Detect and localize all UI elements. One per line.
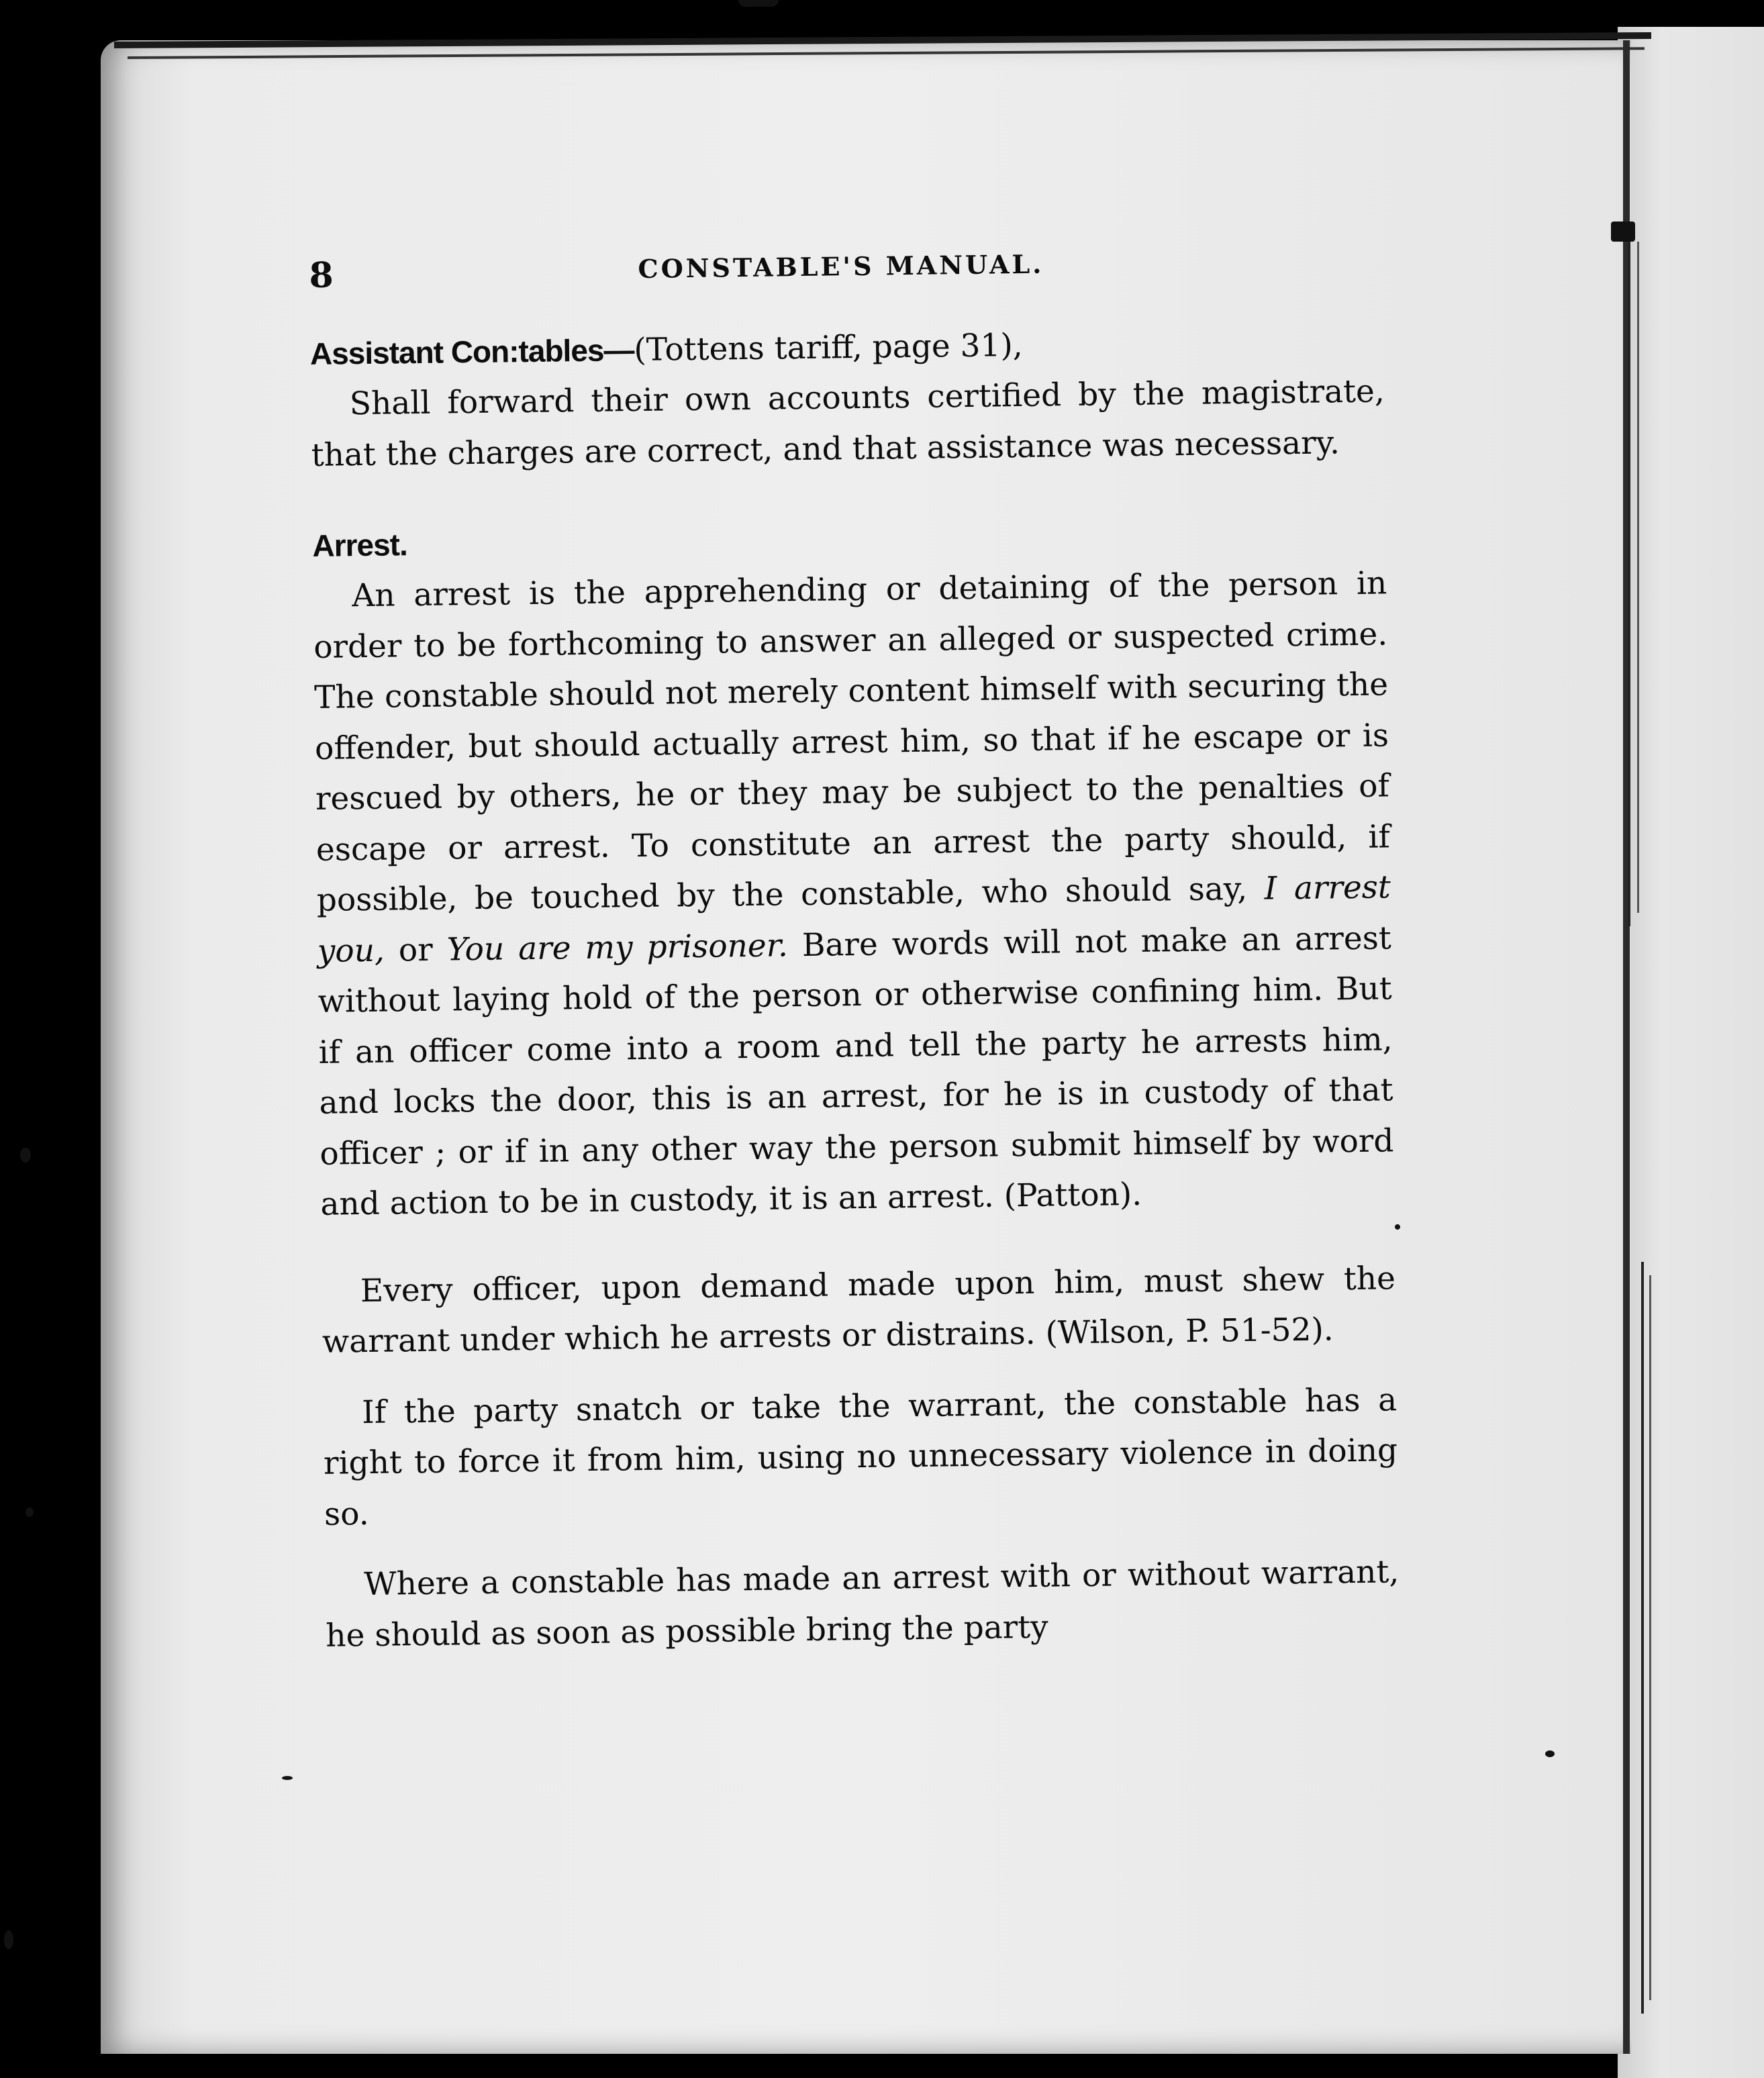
ink-speck	[1545, 1750, 1555, 1757]
ink-speck	[20, 1148, 31, 1162]
paragraph-text: or	[398, 931, 433, 969]
binding-thread	[1628, 228, 1630, 926]
paragraph: Shall forward their own accounts certified by the magistrate, that the charges are correct, and that assistance was necessary.	[311, 373, 1385, 474]
section-heading: Arrest.	[312, 527, 408, 563]
paragraph: If the party snatch or take the warrant, the constable has a right to force it from him, using no unnecessary violence in doing so.	[323, 1381, 1398, 1533]
quoted-phrase: I arrest you,	[317, 869, 1391, 970]
page-number: 8	[309, 254, 334, 296]
section-heading: Assistant Con:tables—	[309, 332, 634, 371]
paragraph-text: Bare words will not make an arrest without laying hold of the person or otherwise confining him. But if an officer come into a room and tell the party he arrests him, and locks the door, this is an arrest, for he is in custody of that officer ; or if in any other way the person submit himself by word and action to be in custody, it is an arrest. (Patton).	[317, 919, 1394, 1223]
ink-speck	[26, 1507, 34, 1517]
section-assistant-constables	[309, 315, 1385, 481]
binding-thread	[1649, 1275, 1651, 2000]
running-title: CONSTABLE'S MANUAL.	[638, 248, 1044, 285]
paragraph: Where a constable has made an arrest with or without warrant, he should as soon as possible bring the party	[325, 1553, 1400, 1654]
binding-thread	[1641, 1262, 1644, 2014]
paragraph	[313, 558, 1395, 1230]
paragraph-text: An arrest is the apprehending or detaining of the person in order to be forthcoming to answer an alleged or suspected crime. The constable should not merely content himself with securing the offender, but should actually arrest him, so that if he escape or is rescued by others, he or they may be subject to the penalties of escape or arrest. To constitute an arrest the party should, if possible, be touched by the constable, who should say,	[313, 564, 1391, 919]
facing-page-edge	[1618, 27, 1764, 2078]
ink-speck	[738, 0, 779, 7]
ink-speck	[4, 1930, 13, 1949]
heading-note: (Tottens tariff, page 31),	[634, 327, 1024, 369]
ink-speck	[1395, 1224, 1400, 1230]
section-arrest	[312, 507, 1400, 1661]
running-head	[309, 235, 1383, 309]
page-text	[309, 235, 1400, 1661]
quoted-phrase: You are my prisoner.	[446, 926, 789, 969]
paragraph: Every officer, upon demand made upon him, must shew the warrant under which he arrests or distrains. (Wilson, P. 51-52).	[322, 1259, 1396, 1360]
ink-speck	[282, 1776, 293, 1780]
ink-speck	[1611, 221, 1635, 242]
binding-thread	[1637, 242, 1639, 913]
